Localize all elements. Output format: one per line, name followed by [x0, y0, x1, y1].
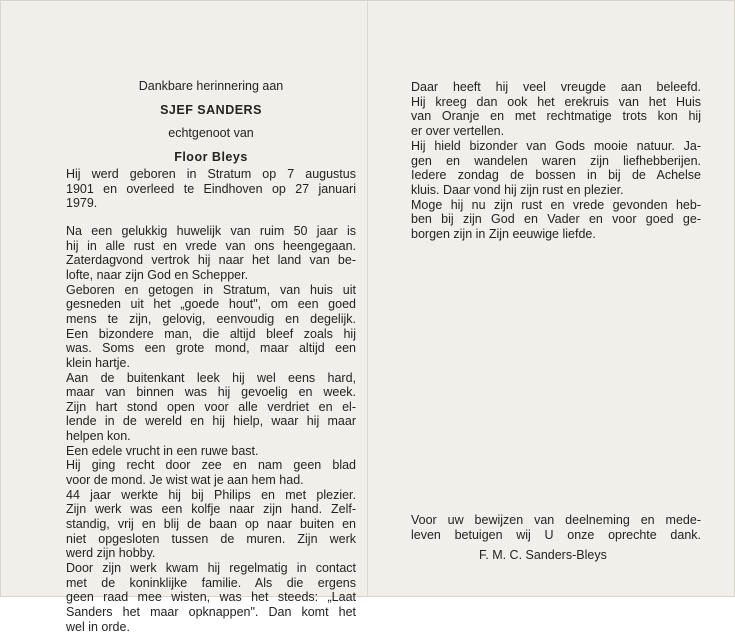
- text-line: leven betuigen wij U onze oprechte dank.: [411, 528, 701, 542]
- card-fold: [367, 1, 368, 596]
- text-line: klein hartje.: [66, 355, 130, 370]
- text-line: kluis. Daar vond hij zijn rust en plezier.: [411, 182, 624, 197]
- text-line: 1901 en overleed te Eindhoven op 27 januari: [66, 181, 356, 196]
- text-line: Daar heeft hij veel vreugde aan beleefd.: [411, 80, 701, 94]
- text-line: ben bij zijn God en Vader en voor goed ge-: [411, 212, 701, 227]
- text-line: Zijn hart stond open voor alle verdriet en el-: [66, 399, 356, 414]
- text-line: werd zijn hobby.: [66, 546, 156, 561]
- text-line: Geboren en getogen in Stratum, van huis uit: [66, 282, 356, 297]
- text-line: 44 jaar werkte hij bij Philips en met plezier.: [66, 487, 356, 502]
- text-line: Hij kreeg dan ook het erekruis van het Huis: [411, 94, 701, 109]
- text-line: gesneden uit het „goede hout", om een goed: [66, 297, 356, 312]
- spouse-name: Floor Bleys: [174, 150, 248, 164]
- text-line: Moge hij nu zijn rust en vrede gevonden heb-: [411, 197, 701, 212]
- text-line: Aan de buitenkant leek hij wel eens hard,: [66, 370, 356, 385]
- text-line: Hij ging recht door zee en nam geen blad: [66, 458, 356, 473]
- text-line: Sanders het maar opknappen". Dan komt het: [66, 604, 356, 619]
- deceased-name: SJEF SANDERS: [160, 103, 262, 117]
- text-line: Hij werd geboren in Stratum op 7 augustus: [66, 167, 356, 181]
- text-line: lofte, naar zijn God en Schepper.: [66, 267, 249, 282]
- text-line: helpen kon.: [66, 429, 131, 444]
- text-line: standig, vrij en blij de baan op naar buiten en: [66, 517, 356, 531]
- text-line: was. Soms een grote mond, maar altijd een: [66, 341, 356, 356]
- text-line: voor de mond. Je wist wat je aan hem had.: [66, 473, 304, 488]
- text-line: Een edele vrucht in een ruwe bast.: [66, 443, 259, 458]
- text-line: Een bizondere man, die altijd bleef zoals hij: [66, 326, 356, 341]
- text-line: 1979.: [66, 196, 98, 211]
- signature: F. M. C. Sanders-Bleys: [479, 548, 607, 562]
- text-line: Iedere zondag de bossen in bij de Achelse: [411, 168, 701, 183]
- text-line: hij in alle rust en vrede van ons heengegaan.: [66, 238, 356, 253]
- text-line: Zaterdagvond vertrok hij naar het land van be-: [66, 253, 356, 268]
- intro-line: Dankbare herinnering aan: [138, 79, 284, 93]
- relation-line: echtgenoot van: [168, 126, 254, 140]
- text-line: geen raad mee wisten, was het steeds: „Laat: [66, 590, 356, 605]
- text-line: Voor uw bewijzen van deelneming en mede-: [411, 513, 701, 527]
- text-line: er over vertellen.: [411, 124, 505, 139]
- text-line: Hij hield bizonder van Gods mooie natuur. Ja-: [411, 138, 701, 153]
- text-line: met de koninklijke familie. Als die ergens: [66, 575, 356, 590]
- text-line: Zijn werk was een kolfje naar zijn hand. Zelf-: [66, 502, 356, 517]
- text-line: mens te zijn, gelovig, eenvoudig en degelijk.: [66, 311, 356, 326]
- text-line: gen en wandelen waren zijn liefhebberijen.: [411, 153, 701, 168]
- text-line: maar van binnen was hij gevoelig en week.: [66, 385, 356, 400]
- text-line: van Oranje en met rechtmatige trots kon hij: [411, 109, 701, 124]
- text-line: niet opgesloten tussen de muren. Zijn werk: [66, 531, 356, 546]
- text-line: Door zijn werk kwam hij regelmatig in contact: [66, 560, 356, 575]
- text-line: Na een gelukkig huwelijk van ruim 50 jaar is: [66, 224, 356, 238]
- text-line: lende in de wereld en hij hielp, waar hij maar: [66, 414, 356, 429]
- text-line: wel in orde.: [66, 619, 130, 634]
- text-line: borgen zijn in Zijn eeuwige liefde.: [411, 227, 596, 241]
